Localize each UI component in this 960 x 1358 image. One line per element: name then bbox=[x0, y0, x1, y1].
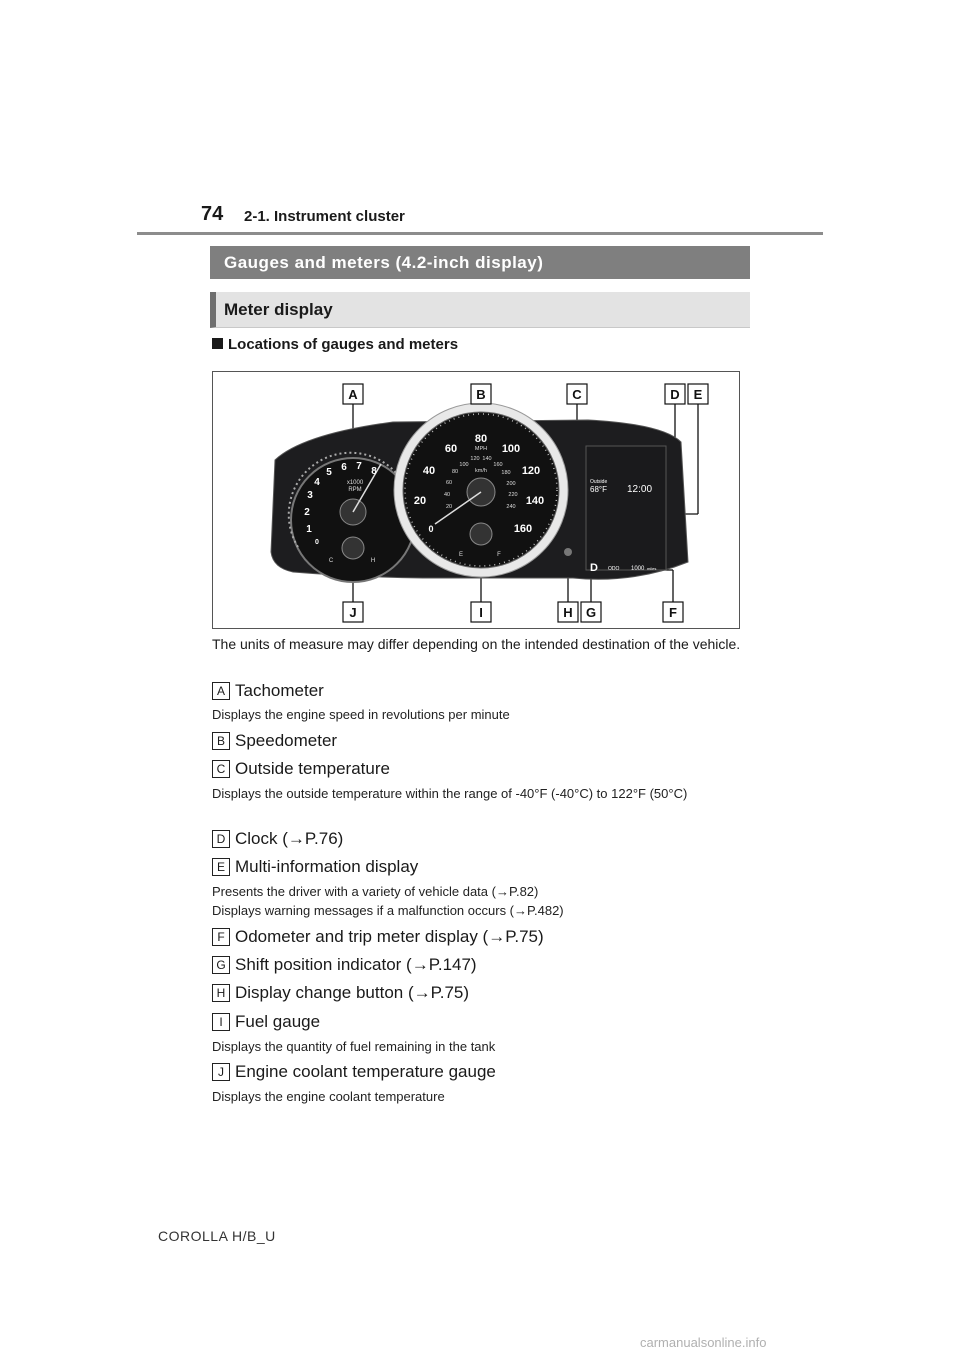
item-label: Multi-information display bbox=[235, 857, 419, 876]
instrument-cluster-figure bbox=[212, 371, 740, 629]
item-label: Engine coolant temperature gauge bbox=[235, 1062, 496, 1081]
mph-140: 140 bbox=[525, 495, 545, 507]
kmh-120: 120 bbox=[470, 456, 480, 462]
item-letter: A bbox=[212, 682, 230, 700]
tach-num-2: 2 bbox=[304, 507, 310, 518]
tach-num-7: 7 bbox=[356, 461, 362, 472]
callout-h: H bbox=[563, 605, 573, 620]
mph-label: MPH bbox=[474, 446, 488, 452]
temp-cold: C bbox=[328, 558, 334, 564]
kmh-240: 240 bbox=[506, 504, 516, 510]
tach-zero: 0 bbox=[315, 539, 319, 546]
mph-80: 80 bbox=[474, 433, 488, 445]
item-e-desc-2: Displays warning messages if a malfunction occurs (→P.482) bbox=[212, 903, 564, 918]
item-letter: F bbox=[212, 928, 230, 946]
tach-num-4: 4 bbox=[314, 477, 320, 488]
item-letter: E bbox=[212, 858, 230, 876]
item-e bbox=[212, 857, 418, 877]
tach-unit-rpm: RPM bbox=[348, 487, 362, 493]
item-label: Shift position indicator (→P.147) bbox=[235, 955, 477, 974]
item-c bbox=[212, 759, 390, 779]
mph-20: 20 bbox=[413, 495, 427, 507]
kmh-label: km/h bbox=[475, 468, 487, 474]
page-number: 74 bbox=[201, 203, 224, 225]
kmh-80: 80 bbox=[451, 469, 459, 475]
item-label: Display change button (→P.75) bbox=[235, 983, 470, 1002]
kmh-20: 20 bbox=[445, 504, 453, 510]
item-g bbox=[212, 955, 477, 975]
fuel-empty: E bbox=[458, 552, 464, 558]
item-f bbox=[212, 927, 544, 947]
header-rule bbox=[137, 232, 823, 235]
tach-num-5: 5 bbox=[326, 467, 332, 478]
kmh-40: 40 bbox=[443, 492, 451, 498]
tach-num-8: 8 bbox=[371, 466, 377, 477]
item-h bbox=[212, 983, 469, 1003]
item-letter: C bbox=[212, 760, 230, 778]
callout-d: D bbox=[670, 387, 680, 402]
item-letter: H bbox=[212, 984, 230, 1002]
watermark: carmanualsonline.info bbox=[640, 1335, 767, 1350]
fuel-full: F bbox=[497, 552, 501, 558]
sub-heading-bar: Meter display bbox=[210, 292, 750, 328]
odo-value: 1000 bbox=[631, 566, 645, 572]
item-label: Odometer and trip meter display (→P.75) bbox=[235, 927, 544, 946]
tach-num-6: 6 bbox=[341, 462, 347, 473]
mph-120: 120 bbox=[521, 465, 541, 477]
instrument-cluster-illustration bbox=[213, 372, 741, 630]
item-letter: G bbox=[212, 956, 230, 974]
item-e-desc: Presents the driver with a variety of vehicle data (→P.82) bbox=[212, 884, 539, 899]
locations-heading bbox=[212, 336, 458, 353]
item-c-desc: Displays the outside temperature within the range of -40°F (-40°C) to 122°F (50°C) bbox=[212, 786, 688, 801]
mph-40: 40 bbox=[422, 465, 436, 477]
callout-c: C bbox=[572, 387, 582, 402]
kmh-100: 100 bbox=[459, 462, 469, 468]
temp-hot: H bbox=[370, 558, 376, 564]
callout-g: G bbox=[585, 605, 597, 620]
title-bar: Gauges and meters (4.2-inch display) bbox=[210, 246, 750, 279]
shift-position: D bbox=[590, 562, 598, 574]
kmh-160: 160 bbox=[493, 462, 503, 468]
locations-heading-text: Locations of gauges and meters bbox=[228, 336, 459, 353]
item-j bbox=[212, 1062, 496, 1082]
item-letter: D bbox=[212, 830, 230, 848]
section-title: 2-1. Instrument cluster bbox=[244, 208, 405, 225]
callout-a: A bbox=[348, 387, 358, 402]
item-label: Outside temperature bbox=[235, 759, 390, 778]
mph-100: 100 bbox=[501, 443, 521, 455]
odo-label: ODO bbox=[608, 566, 620, 572]
callout-f: F bbox=[669, 605, 677, 620]
tach-num-3: 3 bbox=[307, 490, 313, 501]
item-a bbox=[212, 681, 324, 701]
speed-zero: 0 bbox=[428, 524, 434, 534]
callout-j: J bbox=[349, 605, 357, 620]
mid-clock: 12:00 bbox=[627, 484, 653, 495]
callout-i: I bbox=[479, 605, 483, 620]
item-d bbox=[212, 829, 343, 849]
outside-temp: 68°F bbox=[590, 485, 607, 494]
units-note: The units of measure may differ depending on the intended destination of the vehicle. bbox=[212, 636, 741, 652]
kmh-200: 200 bbox=[506, 481, 516, 487]
mph-160: 160 bbox=[513, 523, 533, 535]
item-a-desc: Displays the engine speed in revolutions per minute bbox=[212, 707, 510, 722]
callout-b: B bbox=[476, 387, 486, 402]
item-letter: B bbox=[212, 732, 230, 750]
item-label: Clock (→P.76) bbox=[235, 829, 344, 848]
tach-num-1: 1 bbox=[306, 524, 312, 535]
kmh-60: 60 bbox=[445, 480, 453, 486]
item-label: Tachometer bbox=[235, 681, 324, 700]
mph-60: 60 bbox=[444, 443, 458, 455]
callout-e: E bbox=[693, 387, 703, 402]
tach-unit: x1000 bbox=[346, 480, 364, 486]
item-i-desc: Displays the quantity of fuel remaining in the tank bbox=[212, 1039, 496, 1054]
item-i bbox=[212, 1012, 320, 1032]
item-label: Fuel gauge bbox=[235, 1012, 321, 1031]
outside-label: Outside bbox=[590, 479, 608, 485]
item-letter: I bbox=[212, 1013, 230, 1031]
item-letter: J bbox=[212, 1063, 230, 1081]
kmh-180: 180 bbox=[501, 470, 511, 476]
item-label: Speedometer bbox=[235, 731, 338, 750]
footer-model: COROLLA H/B_U bbox=[158, 1228, 276, 1244]
square-bullet-icon bbox=[212, 338, 223, 349]
item-b bbox=[212, 731, 337, 751]
odo-unit: miles bbox=[647, 566, 657, 571]
kmh-220: 220 bbox=[508, 492, 518, 498]
kmh-140: 140 bbox=[482, 456, 492, 462]
item-j-desc: Displays the engine coolant temperature bbox=[212, 1089, 445, 1104]
